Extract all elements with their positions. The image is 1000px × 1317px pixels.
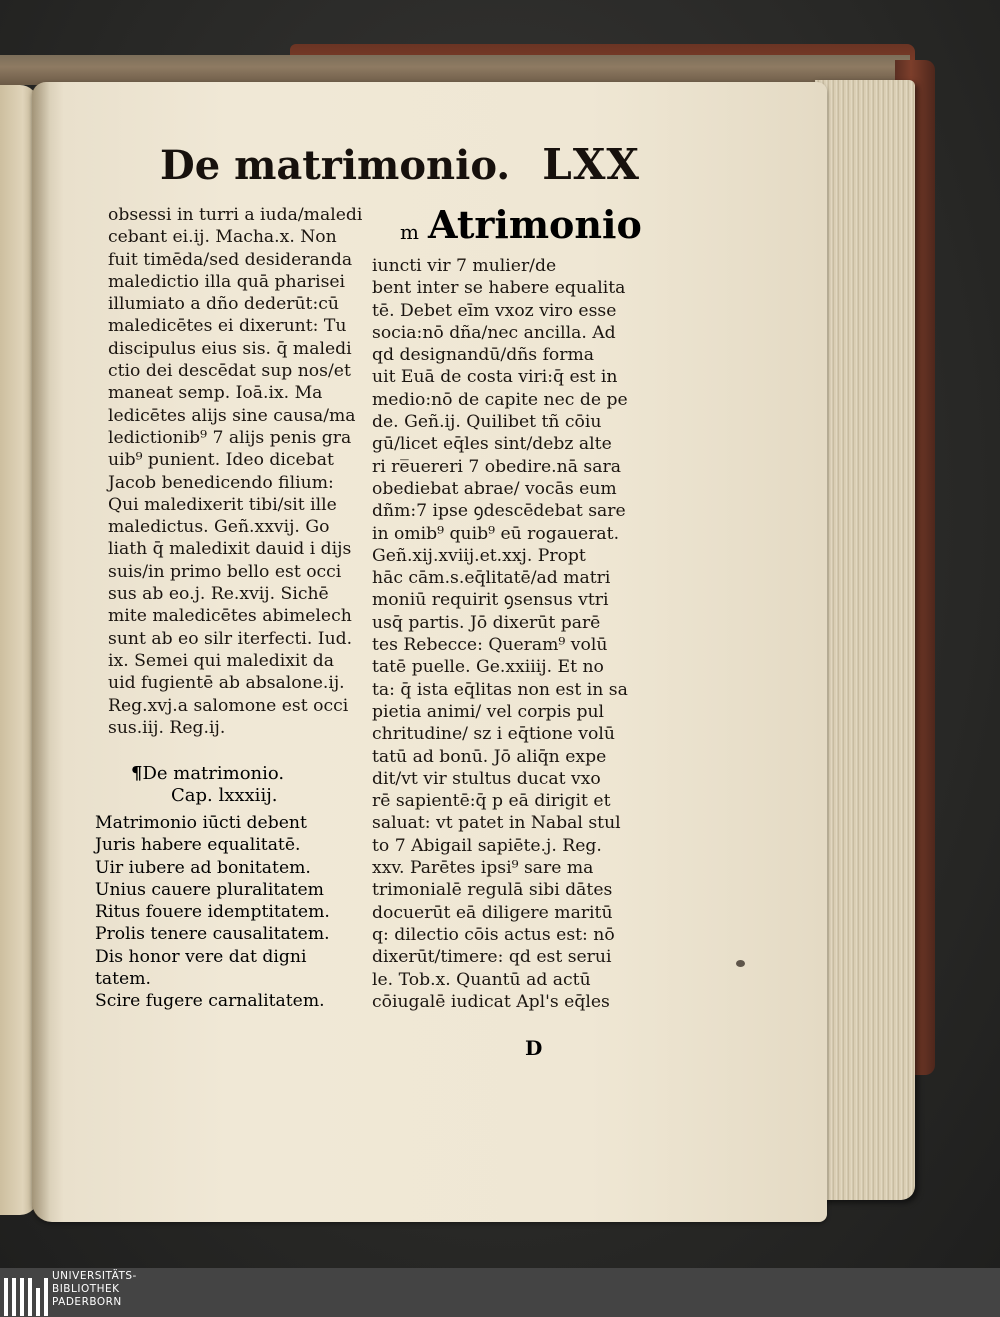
text-line: bent inter se habere equalita — [372, 278, 626, 299]
text-line: docuerūt eā diligere maritū — [372, 902, 613, 923]
text-line: medio:nō de capite nec de pe — [372, 389, 628, 410]
text-line: Jacob benedicendo filium: — [108, 472, 334, 493]
text-line: dixerūt/timere: qd est serui — [372, 947, 612, 968]
text-line: to 7 Abigail sapiēte.j. Reg. — [372, 835, 602, 856]
text-line: maledicētes ei dixerunt: Tu — [108, 316, 347, 337]
text-line: sus.iij. Reg.ij. — [108, 717, 226, 738]
text-line: cōiugalē iudicat Apl's eq̄les — [372, 991, 610, 1012]
signature-mark: D — [525, 1036, 543, 1060]
text-line: maledictus. Geñ.xxvij. Go — [108, 517, 330, 538]
text-line: suis/in primo bello est occi — [108, 561, 342, 582]
text-line: Qui maledixerit tibi/sit ille — [108, 494, 337, 515]
text-line: hāc cām.s.eq̄litatē/ad matri — [372, 568, 611, 589]
text-line: uib⁹ punient. Ideo dicebat — [108, 450, 334, 471]
library-logo-icon — [0, 1270, 50, 1316]
text-line: ledicētes alijs sine causa/ma — [108, 405, 356, 426]
opening-word: Atrimonio — [428, 202, 642, 247]
text-line: dit/vt vir stultus ducat vxo — [372, 768, 601, 789]
text-line: iuncti vir 7 mulier/de — [372, 256, 557, 276]
text-line: saluat: vt patet in Nabal stul — [372, 813, 621, 834]
text-line: ctio dei descēdat sup nos/et — [108, 361, 351, 382]
verse-line: Dis honor vere dat digni — [95, 946, 307, 967]
page-edges — [815, 80, 915, 1200]
verse-line: Matrimonio iūcti debent — [95, 813, 307, 833]
library-logo — [52, 1270, 137, 1309]
text-line: fuit timēda/sed desideranda — [108, 249, 353, 270]
text-line: le. Tob.x. Quantū ad actū — [372, 969, 591, 990]
text-line: discipulus eius sis. q̄ maledi — [108, 338, 352, 359]
text-line: obsessi in turri a iuda/maledi — [108, 205, 363, 225]
text-line: dñm:7 ipse ꝯdescēdebat sare — [372, 501, 626, 522]
text-line: tes Rebecce: Queram⁹ volū — [372, 635, 608, 656]
folio-number: LXX — [542, 140, 640, 189]
text-line: obediebat abrae/ vocās eum — [372, 478, 617, 499]
text-line: uid fugientē ab absalone.ij. — [108, 673, 345, 694]
footer-band — [0, 1268, 1000, 1317]
text-line: cebant ei.ij. Macha.x. Non — [108, 227, 337, 248]
text-line: maneat semp. Ioā.ix. Ma — [108, 383, 323, 404]
chapter-title: De matrimonio. — [142, 763, 285, 784]
running-header — [160, 140, 640, 189]
left-board-edge — [0, 55, 910, 85]
text-line: ledictionib⁹ 7 alijs penis gra — [108, 427, 352, 448]
text-line: rē sapientē:q̄ p eā dirigit et — [372, 791, 611, 812]
text-line: moniū requirit ꝯsensus vtri — [372, 590, 609, 611]
text-line: chritudine/ sz i eq̄tione volū — [372, 724, 615, 745]
text-line: usq̄ partis. Jō dixerūt parē — [372, 612, 601, 633]
text-line: mite maledicētes abimelech — [108, 606, 352, 627]
verse-line: Unius cauere pluralitatem — [95, 879, 324, 900]
text-line: tatū ad bonū. Jō aliq̄n expe — [372, 746, 607, 767]
verse-block — [95, 812, 355, 1013]
text-line: qd designandū/dñs forma — [372, 345, 595, 366]
text-line: Reg.xvj.a salomone est occi — [108, 695, 349, 716]
verse-line: tatem. — [95, 969, 151, 990]
verse-line: Ritus fouere idemptitatem. — [95, 902, 330, 923]
verse-line: Juris habere equalitatē. — [95, 835, 301, 856]
text-line: maledictio illa quā pharisei — [108, 271, 346, 292]
chapter-heading — [103, 763, 353, 808]
text-line: tē. Debet eīm vxoz viro esse — [372, 300, 617, 321]
chapter-number: Cap. lxxxiij. — [171, 785, 278, 807]
text-line: ri re̅uereri 7 obedire.nā sara — [372, 456, 621, 477]
text-line: illumiato a dño dederūt:cū — [108, 294, 339, 315]
gutter-shadow — [32, 82, 50, 1222]
text-line: gū/licet eq̄les sint/debz alte — [372, 434, 612, 455]
ink-spot — [736, 960, 745, 967]
text-line: xxv. Parētes ipsi⁹ sare ma — [372, 858, 594, 879]
logo-line-3: PADERBORN — [52, 1296, 122, 1308]
left-column — [108, 204, 363, 739]
text-line: uit Euā de costa viri:q̄ est in — [372, 367, 618, 388]
verse-line: Prolis tenere causalitatem. — [95, 924, 330, 945]
pilcrow-icon: ¶ — [131, 763, 143, 784]
text-line: ta: q̄ ista eq̄litas non est in sa — [372, 679, 628, 700]
text-line: in omib⁹ quib⁹ eū rogauerat. — [372, 523, 620, 544]
text-line: Geñ.xij.xviij.et.xxj. Propt — [372, 545, 586, 566]
right-column — [372, 255, 637, 1013]
verse-line: Uir iubere ad bonitatem. — [95, 857, 311, 878]
text-line: de. Geñ.ij. Quilibet tñ cōiu — [372, 412, 602, 433]
verse-line: Scire fugere carnalitatem. — [95, 991, 325, 1012]
logo-line-1: UNIVERSITÄTS- — [52, 1270, 137, 1282]
running-title: De matrimonio. — [160, 142, 511, 189]
text-line: trimonialē regulā sibi dātes — [372, 880, 613, 901]
logo-line-2: BIBLIOTHEK — [52, 1283, 120, 1295]
text-line: socia:nō dña/nec ancilla. Ad — [372, 322, 616, 343]
text-line: sus ab eo.j. Re.xvij. Sichē — [108, 584, 329, 605]
text-line: pietia animi/ vel corpis pul — [372, 701, 605, 722]
text-line: tatē puelle. Ge.xxiiij. Et no — [372, 657, 604, 678]
text-line: ix. Semei qui maledixit da — [108, 650, 335, 671]
text-line: q: dilectio cōis actus est: nō — [372, 924, 615, 945]
text-line: sunt ab eo silr iterfecti. Iud. — [108, 628, 353, 649]
text-line: liath q̄ maledixit dauid i dijs — [108, 539, 352, 560]
chapter-initial-small: m — [400, 220, 419, 244]
